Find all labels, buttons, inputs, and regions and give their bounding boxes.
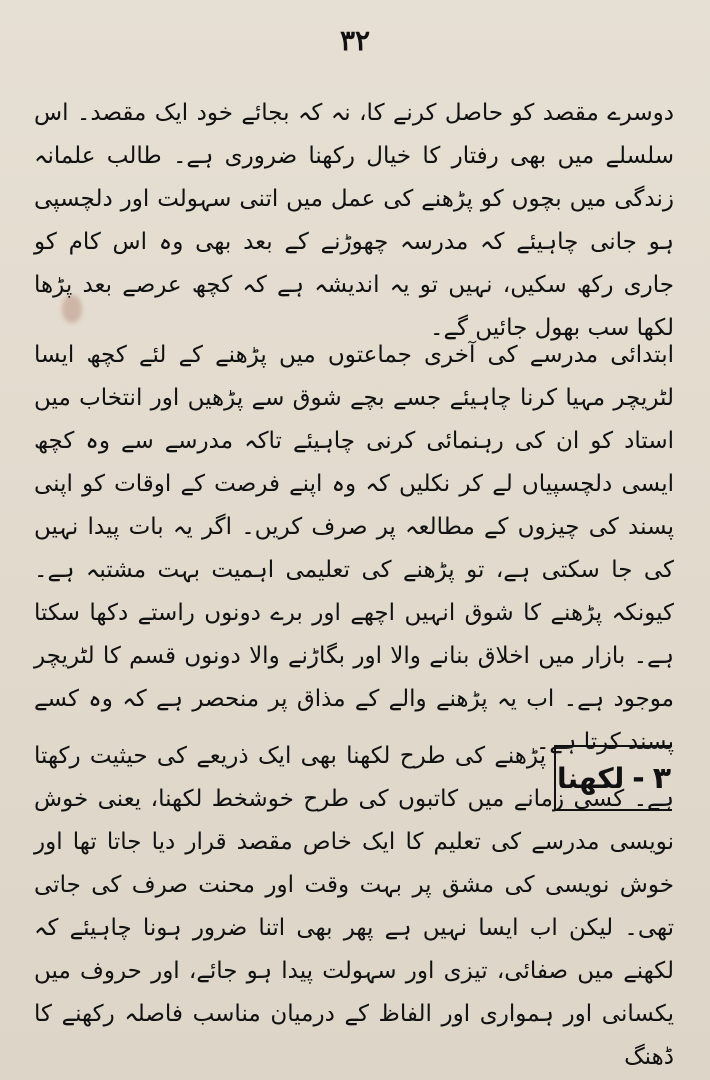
section-heading-dash: - (632, 760, 645, 796)
section-heading-number: ۳ (652, 760, 671, 796)
paragraph-2: ابتدائی مدرسے کی آخری جماعتوں میں پڑھنے کے لئے کچھ ایسا لٹریچر مہیا کرنا چاہیئے جسے بچے شوق سے پڑھیں اور انتخاب میں استاد کو ان کی رہنمائی کرنی چاہیئے تاکہ مدرسے سے وہ کچھ ایسی دلچسپیاں لے کر نکلیں کہ وہ اپنے فرصت کے اوقات کو اپنی پسند کی چیزوں کے مطالعہ پر صرف کریں۔ اگر یہ بات پیدا نہیں کی جا سکتی ہے، تو پڑھنے کی تعلیمی اہمیت بہت مشتبہ ہے۔ کیونکہ پڑھنے کا شوق انہیں اچھے اور برے دونوں راستے دکھا سکتا ہے۔ بازار میں اخلاق بنانے والا اور بگاڑنے والا دونوں قسم کا لٹریچر موجود ہے۔ اب یہ پڑھنے والے کے مذاق پر منحصر ہے کہ وہ کسے پسند کرتا ہے۔ (34, 342, 674, 755)
section-heading-title: لکھنا (557, 761, 625, 795)
page-number: ۳۲ (339, 24, 371, 57)
paragraph-1: دوسرے مقصد کو حاصل کرنے کا، نہ کہ بجائے خود ایک مقصد۔ اس سلسلے میں بھی رفتار کا خیال رکھنا ضروری ہے۔ طالب علمانہ زندگی میں بچوں کو پڑھنے کی عمل میں اتنی سہولت اور دلچسپی ہو جانی چاہیئے کہ مدرسہ چھوڑنے کے بعد بھی وہ اس کام کو جاری رکھ سکیں، نہیں تو یہ اندیشہ ہے کہ کچھ عرصے بعد پڑھا لکھا سب بھول جائیں گے۔ (34, 100, 674, 341)
paragraph-3 (34, 735, 674, 1079)
heading-indent-spacer (546, 762, 674, 763)
paragraph-3-text: پڑھنے کی طرح لکھنا بھی ایک ذریعے کی حیثیت رکھتا ہے۔ کسی زمانے میں کاتبوں کی طرح خوشخط لکھنا، یعنی خوش نویسی مدرسے کی تعلیم کا ایک خاص مقصد قرار دیا جاتا تھا اور خوش نویسی کی مشق پر بہت وقت اور محنت صرف کی جاتی تھی۔ لیکن اب ایسا نہیں ہے پھر بھی اتنا ضرور ہونا چاہیئے کہ لکھنے میں صفائی، تیزی اور سہولت پیدا ہو جائے، اور حروف میں یکسانی اور ہمواری اور الفاظ کے درمیان مناسب فاصلہ رکھنے کا ڈھنگ (34, 743, 674, 1070)
